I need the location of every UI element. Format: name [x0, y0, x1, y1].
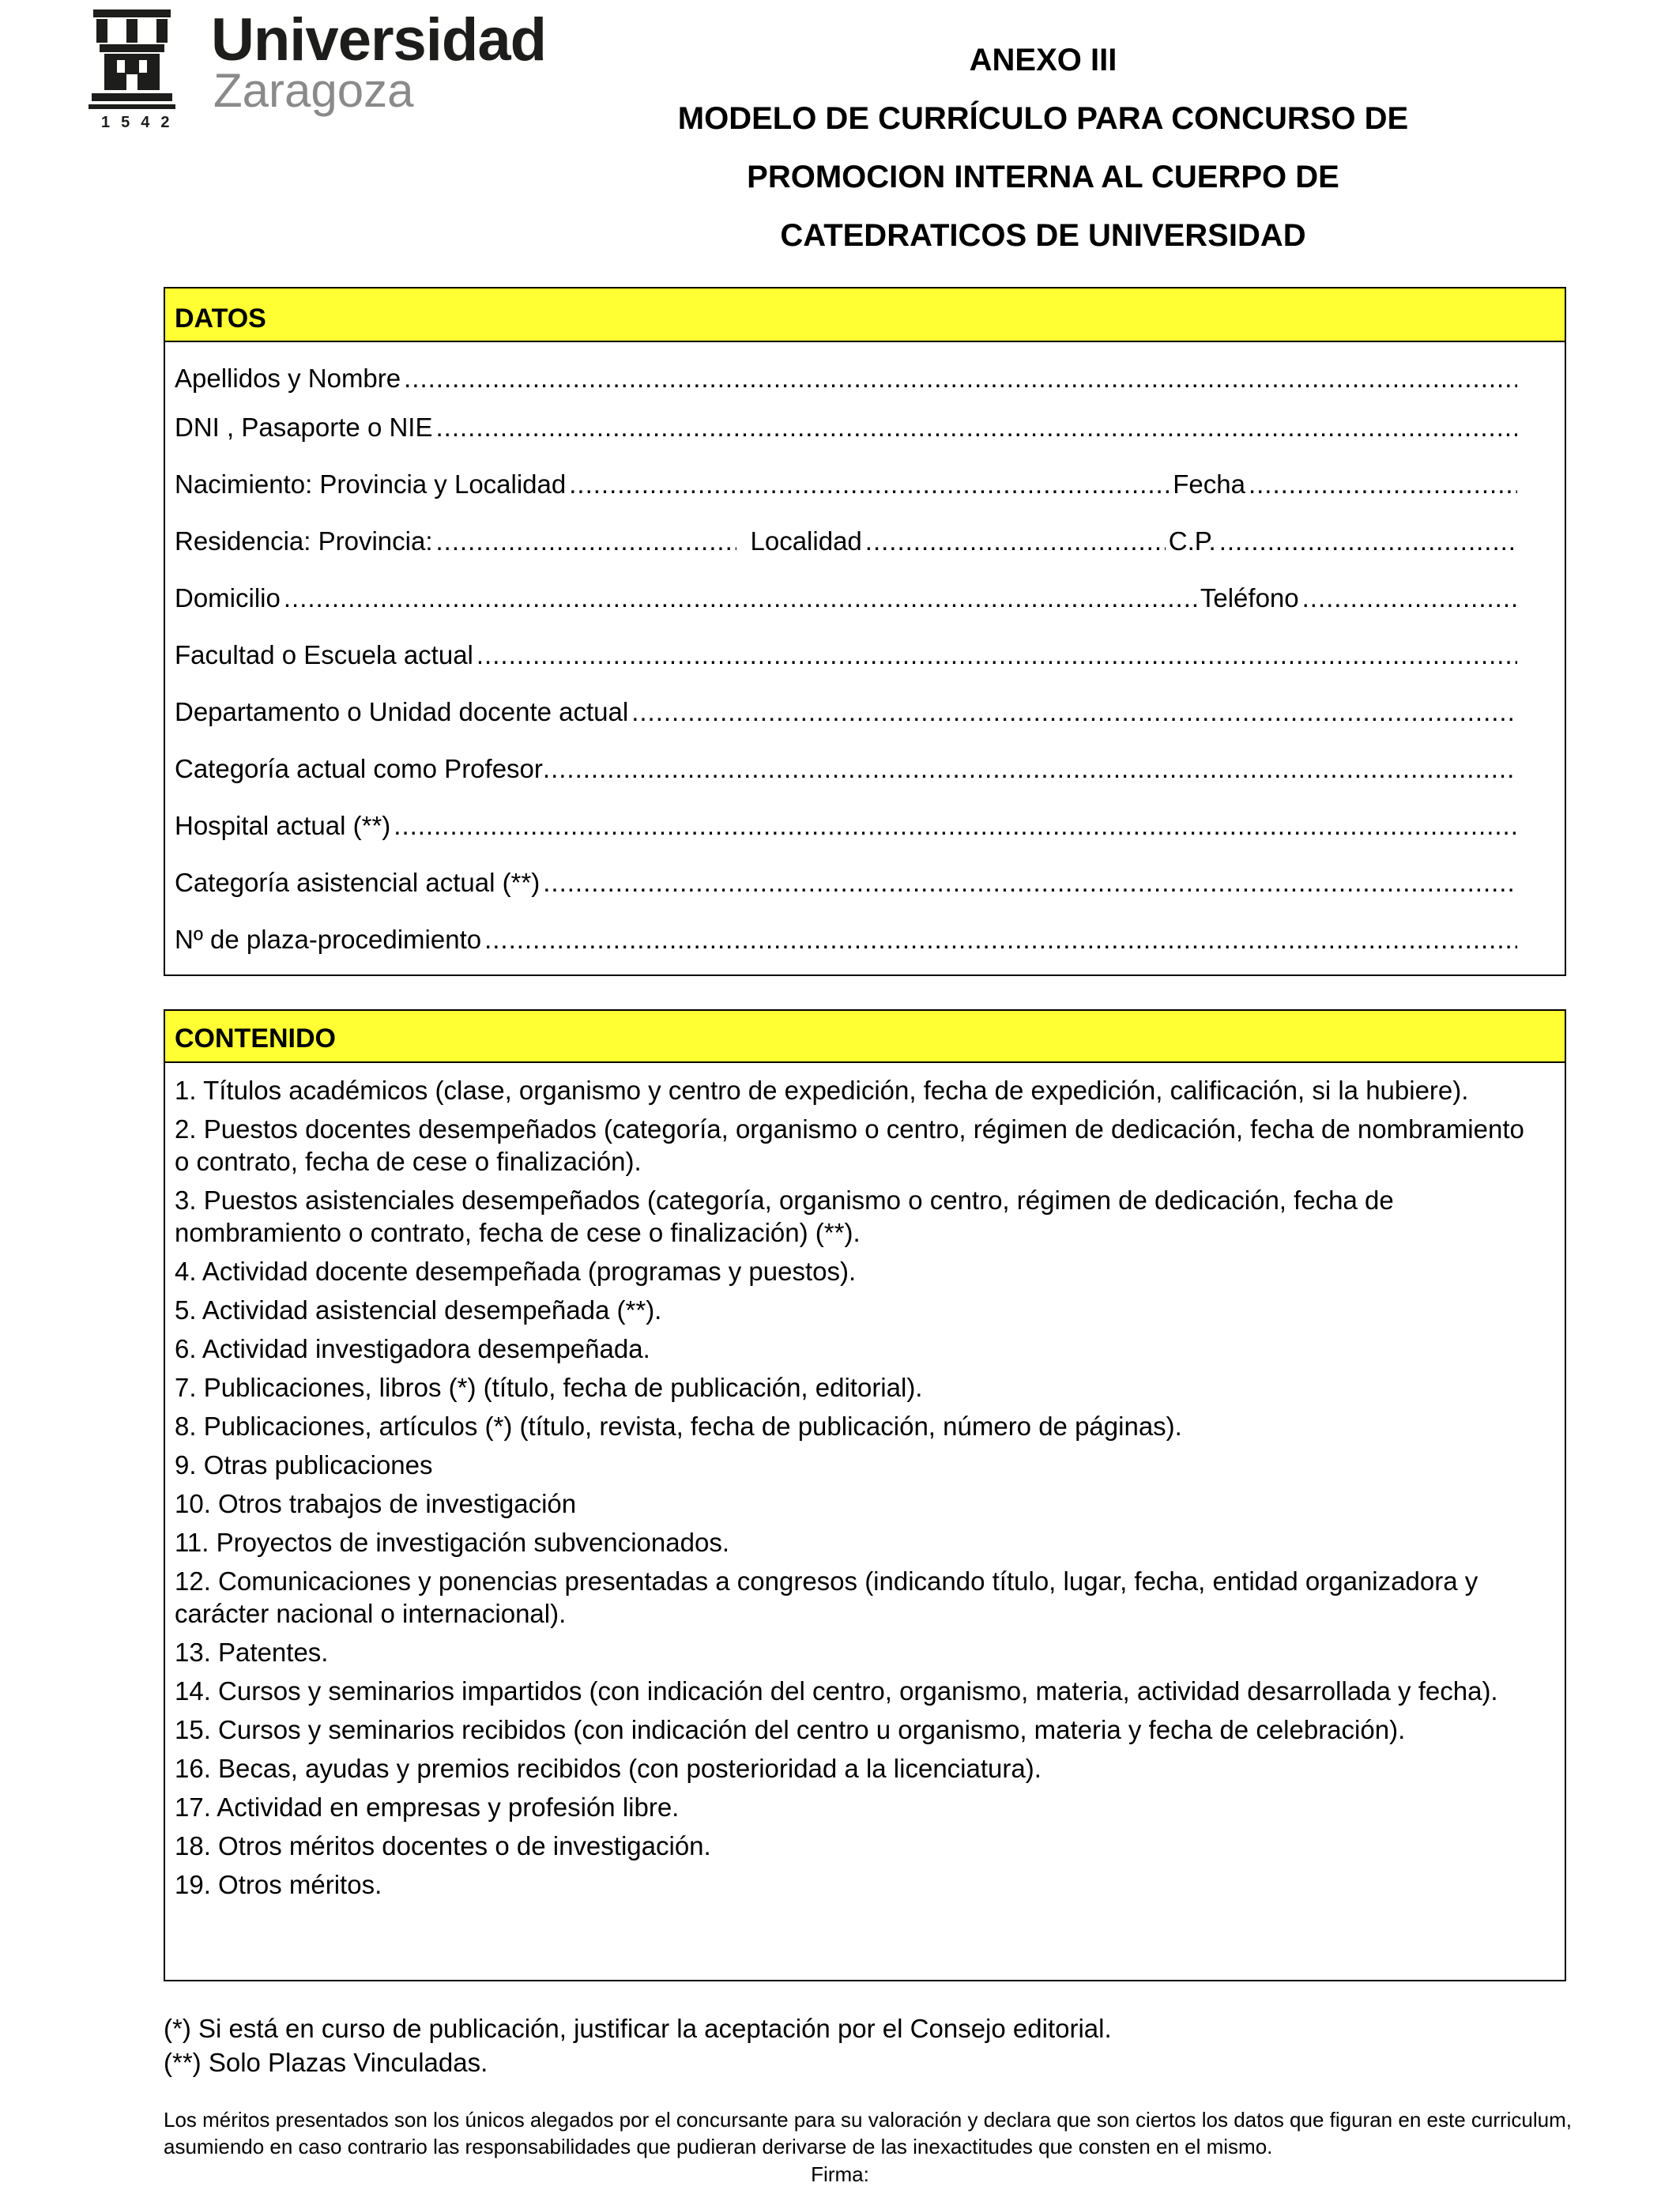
- label-domicilio: Domicilio: [175, 583, 281, 613]
- field-facultad[interactable]: [175, 639, 1520, 671]
- logo-universidad: Universidad: [211, 6, 547, 74]
- contenido-list: [175, 1074, 1541, 1907]
- field-apellidos[interactable]: [175, 363, 1520, 394]
- label-dni: DNI , Pasaporte o NIE: [175, 413, 433, 442]
- list-item: 10. Otros trabajos de investigación: [175, 1489, 577, 1518]
- label-categoria-asistencial: Categoría asistencial actual (**): [175, 868, 541, 897]
- field-residencia[interactable]: [175, 526, 1520, 557]
- datos-title: DATOS: [165, 288, 1565, 342]
- label-hospital: Hospital actual (**): [175, 811, 391, 840]
- signature-label[interactable]: Firma:: [811, 2162, 869, 2186]
- castle-crest-icon: [89, 8, 175, 126]
- label-telefono: Teléfono: [1200, 583, 1299, 613]
- contenido-title: CONTENIDO: [165, 1011, 1565, 1063]
- footnotes: [164, 2011, 1112, 2079]
- label-facultad: Facultad o Escuela actual: [175, 640, 473, 669]
- list-item: 13. Patentes.: [175, 1638, 329, 1667]
- list-item: 14. Cursos y seminarios impartidos (con indicación del centro, organismo, materia, actividad desarrollada y fecha).: [175, 1676, 1498, 1706]
- field-domicilio[interactable]: [175, 582, 1520, 614]
- list-item: 8. Publicaciones, artículos (*) (título, revista, fecha de publicación, número de páginas).: [175, 1412, 1182, 1441]
- list-item: 16. Becas, ayudas y premios recibidos (con posterioridad a la licenciatura).: [175, 1754, 1042, 1783]
- label-departamento: Departamento o Unidad docente actual: [175, 697, 629, 726]
- field-hospital[interactable]: [175, 810, 1520, 842]
- datos-section: [164, 287, 1566, 976]
- label-categoria: Categoría actual como Profesor: [175, 754, 543, 783]
- field-dni[interactable]: [175, 412, 1520, 443]
- label-plaza: Nº de plaza-procedimiento: [175, 925, 482, 954]
- document-header: [553, 35, 1533, 269]
- university-logo: [89, 6, 547, 134]
- list-item: 19. Otros méritos.: [175, 1870, 382, 1899]
- list-item: 12. Comunicaciones y ponencias presentadas a congresos (indicando título, lugar, fecha, entidad organizadora y carácter nacional o internacional).: [175, 1566, 1478, 1628]
- list-item: 18. Otros méritos docentes o de investigación.: [175, 1831, 711, 1860]
- label-localidad: Localidad: [750, 526, 862, 556]
- list-item: 4. Actividad docente desempeñada (programas y puestos).: [175, 1257, 857, 1286]
- footnote-publicacion: (*) Si está en curso de publicación, justificar la aceptación por el Consejo editorial.: [164, 2014, 1112, 2043]
- label-cp: C.P.: [1168, 526, 1216, 556]
- label-nacimiento: Nacimiento: Provincia y Localidad: [175, 469, 567, 499]
- list-item: 1. Títulos académicos (clase, organismo y centro de expedición, fecha de expedición, calificación, si la hubiere).: [175, 1076, 1469, 1105]
- footnote-vinculadas: (**) Solo Plazas Vinculadas.: [164, 2048, 488, 2077]
- list-item: 5. Actividad asistencial desempeñada (**).: [175, 1295, 662, 1325]
- field-plaza[interactable]: [175, 924, 1520, 956]
- list-item: 7. Publicaciones, libros (*) (título, fecha de publicación, editorial).: [175, 1373, 923, 1402]
- header-annex: ANEXO III: [969, 43, 1117, 77]
- list-item: 9. Otras publicaciones: [175, 1450, 433, 1480]
- header-title-line1: MODELO DE CURRÍCULO PARA CONCURSO DE: [677, 101, 1409, 136]
- list-item: 11. Proyectos de investigación subvencionados.: [175, 1528, 729, 1557]
- logo-zaragoza: Zaragoza: [213, 64, 414, 117]
- contenido-section: [164, 1009, 1566, 1981]
- list-item: 2. Puestos docentes desempeñados (categoría, organismo o centro, régimen de dedicación, fecha de nombramiento o contrato, fecha de cese o finalización).: [175, 1114, 1524, 1176]
- list-item: 17. Actividad en empresas y profesión libre.: [175, 1793, 680, 1822]
- field-departamento[interactable]: [175, 696, 1520, 728]
- field-categoria-asistencial[interactable]: [175, 867, 1520, 899]
- list-item: 3. Puestos asistenciales desempeñados (categoría, organismo o centro, régimen de dedicación, fecha de nombramiento o contrato, fecha de cese o finalización) (**).: [175, 1186, 1394, 1247]
- field-nacimiento[interactable]: [175, 469, 1520, 500]
- list-item: 15. Cursos y seminarios recibidos (con indicación del centro u organismo, materia y fecha de celebración).: [175, 1715, 1406, 1744]
- header-title-line2: PROMOCION INTERNA AL CUERPO DE: [747, 160, 1339, 194]
- label-residencia: Residencia: Provincia:: [175, 526, 433, 556]
- label-apellidos: Apellidos y Nombre: [175, 364, 401, 393]
- header-title-line3: CATEDRATICOS DE UNIVERSIDAD: [780, 218, 1306, 253]
- list-item: 6. Actividad investigadora desempeñada.: [175, 1334, 650, 1363]
- field-categoria[interactable]: [175, 753, 1520, 785]
- label-fecha: Fecha: [1173, 469, 1245, 499]
- declaration-text: Los méritos presentados son los únicos alegados por el concursante para su valoración y declara que son ciertos los datos que figuran en este curriculum, asumiendo en caso contrario las responsabilidades que pudieran derivarse de las inexactitudes que consten en el mismo.: [164, 2108, 1573, 2158]
- logo-year: 1542: [101, 114, 181, 131]
